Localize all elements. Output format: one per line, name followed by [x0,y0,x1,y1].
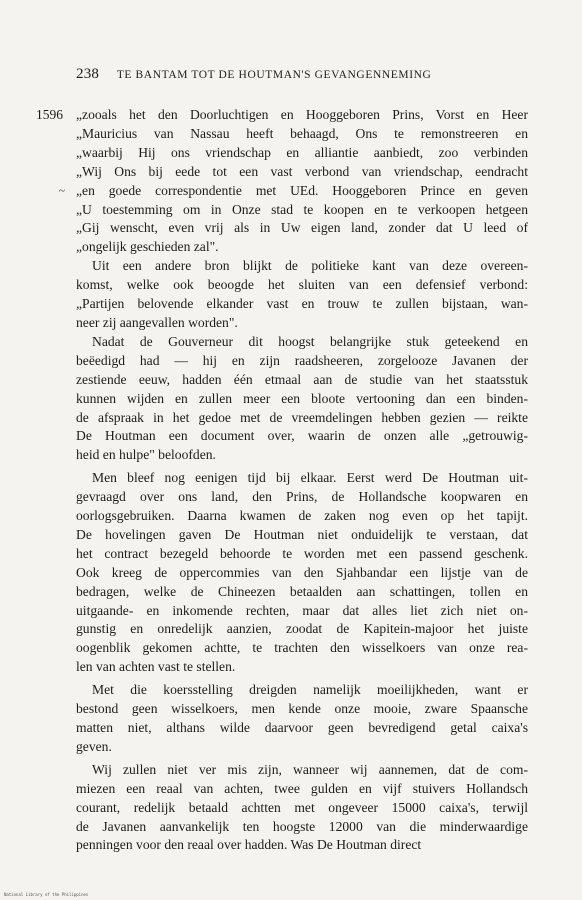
text-line: gunstig en onredelijk aanzien, zoodat de Kapitein-majoor het juiste [76,621,528,637]
text-line: Men bleef nog eenigen tijd bij elkaar. Eerst werd De Houtman uit- [92,470,528,486]
running-head [76,66,516,83]
library-stamp: National Library of the Philippines [4,892,89,897]
text-line: Uit een andere bron blijkt de politieke kant van deze overeen- [92,258,528,274]
text-line: uitgaande- en inkomende rechten, maar dat alles liet zich niet on- [76,602,528,618]
margin-year: 1596 [36,107,63,122]
margin-mark: ~ [59,185,65,197]
text-line: kunnen wijden en zullen meer een bloote vertooning dan een binden- [76,390,528,406]
paragraph [76,681,528,757]
paragraph [76,106,528,257]
text-line: courant, redelijk betaald achtten met ongeveer 15000 caixa's, terwijl [76,799,528,815]
paragraph [76,333,528,465]
text-line: „Wij Ons bij eede tot een vast verbond van vriendschap, eendracht [76,163,528,179]
text-line: geven. [76,738,112,754]
text-line: komst, welke ook beoogde het sluiten van een defensief verbond: [76,277,528,293]
text-line: „en goede correspondentie met UEd. Hooggeboren Prince en geven [76,182,528,198]
text-line: matten niet, althans wilde daarvoor geen bevredigend getal caixa's [76,720,528,735]
text-line: „U toestemming om in Onze stad te koopen en te verkoopen hetgeen [76,201,528,217]
text-line: oorlogsgebruiken. Daarna kwamen de zaken nog even op het tapijt. [76,508,528,524]
text-line: De Houtman een document over, waarin de onzen alle „getrouwig- [76,428,528,444]
text-line: beëedigd had — hij en zijn raadsheeren, zorgelooze Javanen der [76,352,528,368]
paragraph [76,257,528,333]
text-line: len van achten vast te stellen. [76,659,236,675]
text-line: de Javanen aanvankelijk ten hoogste 12000 van die minderwaardige [76,818,528,834]
text-line: Nadat de Gouverneur dit hoogst belangrijke stuk geteekend en [92,333,528,349]
text-line: Met die koersstelling dreigden namelijk moeilijkheden, want er [92,682,528,698]
text-line: Wij zullen niet ver mis zijn, wanneer wij aannemen, dat de com- [92,761,528,777]
text-line: penningen voor den reaal over hadden. Was De Houtman direct [76,837,422,853]
paragraph [76,761,528,856]
text-line: bestond geen wisselkoers, men kende onze mooie, zware Spaansche [76,701,528,717]
running-title: TE BANTAM TOT DE HOUTMAN'S GEVANGENNEMING [116,69,432,81]
page-number: 238 [76,66,100,82]
text-line: bedragen, welke de Chineezen betaalden aan schattingen, tollen en [76,583,528,599]
text-line: heid en hulpe" beloofden. [76,447,216,463]
text-line: De hovelingen gaven De Houtman niet onduidelijk te verstaan, dat [76,526,528,542]
text-line: „Gij wenscht, even vrij als in Uw eigen land, zonder dat U leed of [76,220,528,236]
text-line: „Partijen belovende elkander vast en trouw te zullen bijstaan, wan- [76,296,528,312]
text-line: neer zij aangevallen worden". [76,314,238,330]
paragraph [76,469,528,677]
text-line: het contract bezegeld behoorde te worden met een passend geschenk. [76,545,528,561]
text-line: gevraagd over ons land, den Prins, de Hollandsche koopwaren en [76,489,528,505]
text-line: miezen een reaal van achten, twee gulden en vijf stuivers Hollandsch [76,780,528,796]
text-line: zestiende eeuw, hadden één etmaal aan de studie van het staatsstuk [76,371,528,387]
text-line: „Mauricius van Nassau heeft behaagd, Ons te remonstreeren en [76,125,528,141]
text-line: Ook kreeg de oppercommies van den Sjahbandar een lijstje van de [76,564,528,580]
text-line: „zooals het den Doorluchtigen en Hooggeboren Prins, Vorst en Heer [76,107,528,122]
text-line: „ongelijk geschieden zal". [76,239,219,255]
text-line: „waarbij Hij ons vriendschap en alliantie aanbiedt, zoo verbinden [76,144,528,160]
text-line: de afspraak in het gedoe met de vreemdelingen hebben gezien — reikte [76,409,528,425]
body-text [76,106,528,855]
text-line: oogenblik gekomen achtte, te trachten den wisselkoers van onze rea- [76,640,528,656]
